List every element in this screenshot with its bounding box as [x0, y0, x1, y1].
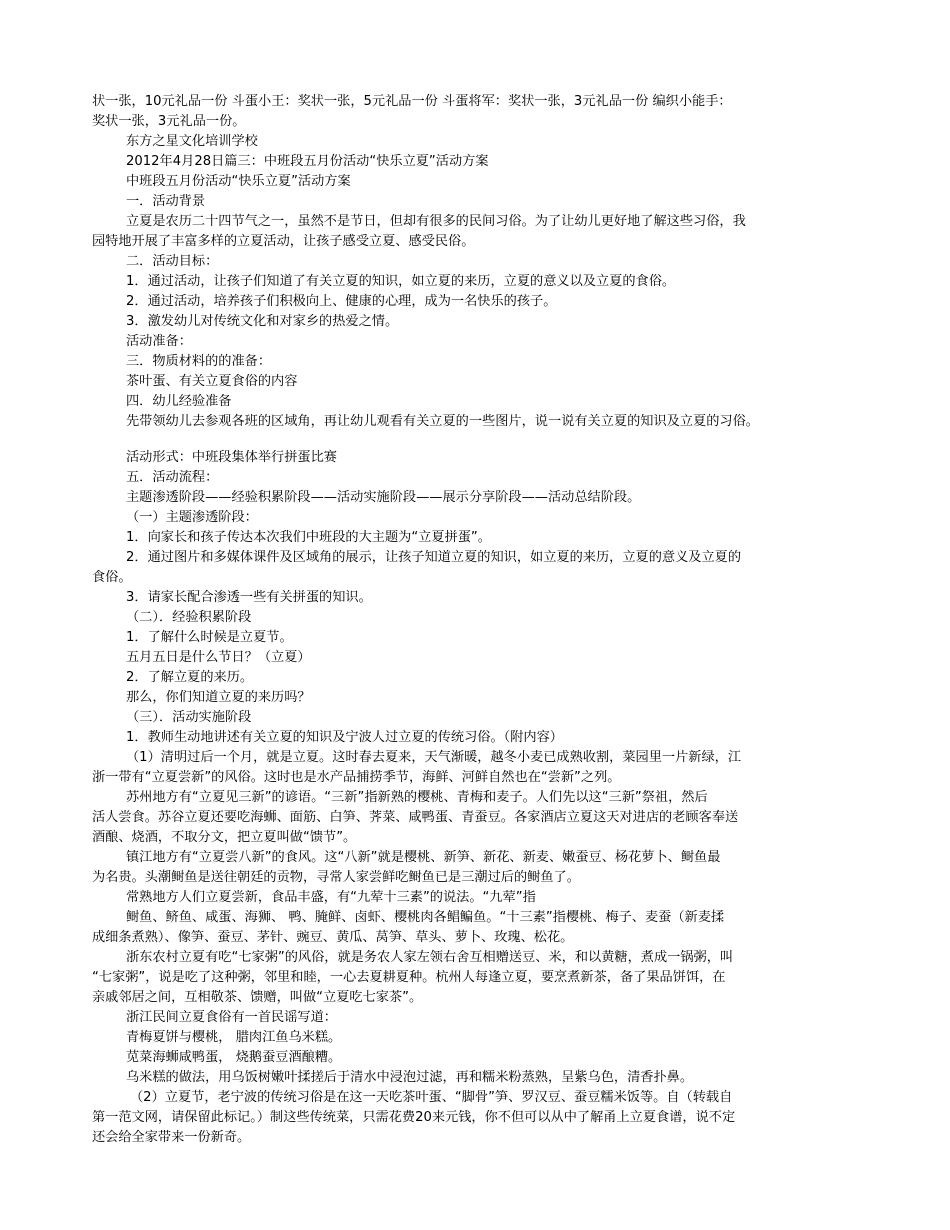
text-line: 还会给全家带来一份新奇。	[92, 1130, 251, 1145]
section-heading: 五．活动流程：	[126, 470, 219, 485]
subsection-heading: （一）主题渗透阶段：	[126, 510, 258, 525]
text-line: 镇江地方有“立夏尝八新”的食风。这“八新”就是樱桃、新笋、新花、新麦、嫩蚕豆、杨花萝卜、鲥鱼最	[126, 850, 721, 865]
text-line: （2）立夏节，老宁波的传统习俗是在这一天吃茶叶蛋、“脚骨”笋、罗汉豆、蚕豆糯米饭等。自（转载自	[130, 1090, 733, 1105]
text-line: 先带领幼儿去参观各班的区域角，再让幼儿观看有关立夏的一些图片，说一说有关立夏的知识及立夏的习俗。	[126, 414, 759, 429]
text-line: 2012年4月28日篇三：中班段五月份活动“快乐立夏”活动方案	[126, 154, 489, 169]
text-line: 园特地开展了丰富多样的立夏活动，让孩子感受立夏、感受民俗。	[92, 234, 475, 249]
text-line: 中班段五月份活动“快乐立夏”活动方案	[126, 174, 351, 189]
text-line: “七家粥”，说是吃了这种粥，邻里和睦，一心去夏耕夏种。杭州人每逢立夏，要烹煮新茶，备了果品饼饵，在	[92, 970, 726, 985]
text-line: 活人尝食。苏谷立夏还要吃海蛳、面筋、白笋、荠菜、咸鸭蛋、青蚕豆。各家酒店立夏这天对进店的老顾客奉送	[92, 810, 739, 825]
text-line: 茶叶蛋、有关立夏食俗的内容	[126, 374, 298, 389]
text-line: 状一张，10元礼品一份 斗蛋小王：奖状一张，5元礼品一份 斗蛋将军：奖状一张，3元礼品一份 编织小能手：	[92, 94, 732, 109]
text-line: 亲戚邻居之间，互相敬茶、馈赠，叫做“立夏吃七家茶”。	[92, 990, 423, 1005]
text-line: 东方之星文化培训学校	[126, 134, 258, 149]
poem-line: 青梅夏饼与樱桃， 腊肉江鱼乌米糕。	[126, 1030, 342, 1045]
text-line: 食俗。	[92, 570, 132, 585]
text-line: 常熟地方人们立夏尝新，食品丰盛，有“九荤十三素”的说法。“九荤”指	[126, 890, 536, 905]
text-line: 活动形式：中班段集体举行拼蛋比赛	[126, 450, 337, 465]
list-item: 1．向家长和孩子传达本次我们中班段的大主题为“立夏拼蛋”。	[126, 530, 491, 545]
text-line: 主题渗透阶段——经验积累阶段——活动实施阶段——展示分享阶段——活动总结阶段。	[126, 490, 641, 505]
text-line: 浙江民间立夏食俗有一首民谣写道：	[126, 1010, 337, 1025]
list-item: 2．通过活动，培养孩子们积极向上、健康的心理，成为一名快乐的孩子。	[126, 294, 557, 309]
list-item: 2．通过图片和多媒体课件及区域角的展示，让孩子知道立夏的知识，如立夏的来历，立夏的意义及立夏的	[126, 550, 742, 565]
list-item: 1．了解什么时候是立夏节。	[126, 630, 293, 645]
text-line: 鲥鱼、鲚鱼、咸蛋、海狮、 鸭、腌鲜、卤虾、樱桃肉各鲳鳊鱼。“十三素”指樱桃、梅子、麦蚕（新麦揉	[126, 910, 725, 925]
text-line: 第一范文网，请保留此标记。）制这些传统菜，只需花费20来元钱，你不但可以从中了解甬上立夏食谱，说不定	[92, 1110, 736, 1125]
text-line: 苏州地方有“立夏见三新”的谚语。“三新”指新熟的樱桃、青梅和麦子。人们先以这“三新”祭祖，然后	[126, 790, 708, 805]
subsection-heading: （三）．活动实施阶段	[126, 710, 252, 725]
text-line: 成细条煮熟）、像笋、蚕豆、茅针、豌豆、黄瓜、莴笋、草头、萝卜、玫瑰、松花。	[92, 930, 574, 945]
poem-line: 苋菜海蛳咸鸭蛋， 烧鹅蚕豆酒酿糟。	[126, 1050, 342, 1065]
section-heading: 二．活动目标：	[126, 254, 219, 269]
list-item: 3．请家长配合渗透一些有关拼蛋的知识。	[126, 590, 372, 605]
section-heading: 活动准备：	[126, 334, 192, 349]
text-line: 五月五日是什么节日？（立夏）	[126, 650, 311, 665]
list-item: 1．教师生动地讲述有关立夏的知识及宁波人过立夏的传统习俗。（附内容）	[126, 730, 563, 745]
text-line: 为名贵。头潮鲥鱼是送往朝廷的贡物，寻常人家尝鲜吃鲥鱼已是三潮过后的鲥鱼了。	[92, 870, 580, 885]
section-heading: 一．活动背景	[126, 194, 206, 209]
section-heading: 三．物质材料的的准备：	[126, 354, 272, 369]
section-heading: 四．幼儿经验准备	[126, 394, 232, 409]
text-line: 浙一带有“立夏尝新”的风俗。这时也是水产品捕捞季节，海鲜、河鲜自然也在“尝新”之列。	[92, 770, 621, 785]
text-line: 立夏是农历二十四节气之一，虽然不是节日，但却有很多的民间习俗。为了让幼儿更好地了解这些习俗，我	[126, 214, 746, 229]
subsection-heading: （二）．经验积累阶段	[126, 610, 252, 625]
list-item: 1．通过活动，让孩子们知道了有关立夏的知识，如立夏的来历，立夏的意义以及立夏的食俗。	[126, 274, 676, 289]
text-line: （1）清明过后一个月，就是立夏。这时春去夏来，天气渐暖，越冬小麦已成熟收割，菜园里一片新绿，江	[126, 750, 742, 765]
text-line: 奖状一张，3元礼品一份。	[92, 114, 246, 129]
list-item: 3．激发幼儿对传统文化和对家乡的热爱之情。	[126, 314, 399, 329]
text-line: 浙东农村立夏有吃“七家粥”的风俗，就是务农人家左领右舍互相赠送豆、米，和以黄糖，煮成一锅粥，叫	[126, 950, 734, 965]
text-line: 酒酿、烧酒，不取分文，把立夏叫做“馈节”。	[92, 830, 357, 845]
text-line: 乌米糕的做法，用乌饭树嫩叶揉搓后于清水中浸泡过滤，再和糯米粉蒸熟，呈紫乌色，清香扑鼻。	[126, 1070, 694, 1085]
text-line: 那么，你们知道立夏的来历吗？	[126, 690, 311, 705]
list-item: 2．了解立夏的来历。	[126, 670, 254, 685]
